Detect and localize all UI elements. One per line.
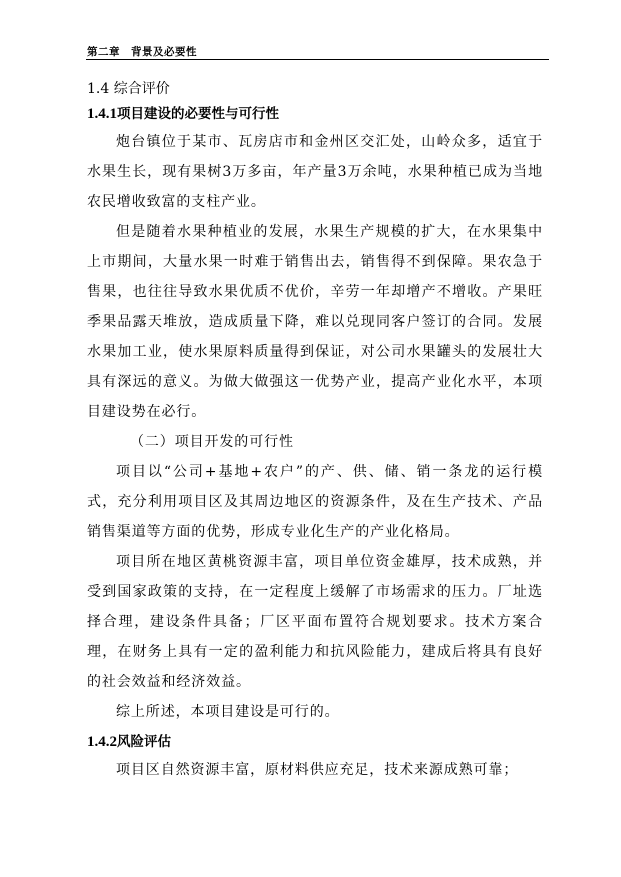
header-divider xyxy=(86,59,549,60)
paragraph-conditions: 项目所在地区黄桃资源丰富，项目单位资金雄厚，技术成熟，并受到国家政策的支持，在一定程度上缓解了市场需求的压力。厂址选择合理，建设条件具备；厂区平面布置符合规划要求。技术方案合理，在财务上具有一定的盈利能力和抗风险能力，建成后将具有良好的社会效益和经济效益。 xyxy=(87,554,543,690)
section-title: 1.4 综合评价 xyxy=(87,81,170,97)
subsection-heading-risk xyxy=(87,729,543,755)
subsection-title: 项目建设的必要性与可行性 xyxy=(117,106,279,122)
paragraph-conclusion: 综上所述，本项目建设是可行的。 xyxy=(116,704,340,720)
paragraph-risk-resources: 项目区自然资源丰富，原材料供应充足，技术来源成熟可靠； xyxy=(116,762,519,778)
subsection-number: 1.4.2 xyxy=(87,734,117,750)
subsection-number: 1.4.1 xyxy=(87,106,117,122)
paragraph-operation-model: 项目以“公司+基地+农户”的产、供、储、销一条龙的运行模式，充分利用项目区及其周边地区的资源条件，及在生产技术、产品销售渠道等方面的优势，形成专业化生产的产业化格局。 xyxy=(87,464,543,540)
paragraph-location: 炮台镇位于某市、瓦房店市和金州区交汇处，山岭众多，适宜于水果生长，现有果树3万多亩，年产量3万余吨，水果种植已成为当地农民增收致富的支柱产业。 xyxy=(87,134,543,210)
paragraph-necessity: 但是随着水果种植业的发展，水果生产规模的扩大，在水果集中上市期间，大量水果一时难于销售出去，销售得不到保障。果农急于售果，也往往导致水果优质不优价，辛劳一年却增产不增收。产果旺季果品露天堆放，造成质量下降，难以兑现同客户签订的合同。发展水果加工业，使水果原料质量得到保证，对公司水果罐头的发展壮大具有深远的意义。为做大做强这一优势产业，提高产业化水平，本项目建设势在必行。 xyxy=(87,224,543,420)
chapter-header: 第二章 背景及必要性 xyxy=(87,46,197,58)
subsection-heading-feasibility xyxy=(87,101,543,127)
item-heading-feasibility: （二）项目开发的可行性 xyxy=(130,434,294,450)
subsection-title: 风险评估 xyxy=(117,734,171,750)
page-body xyxy=(87,77,543,785)
